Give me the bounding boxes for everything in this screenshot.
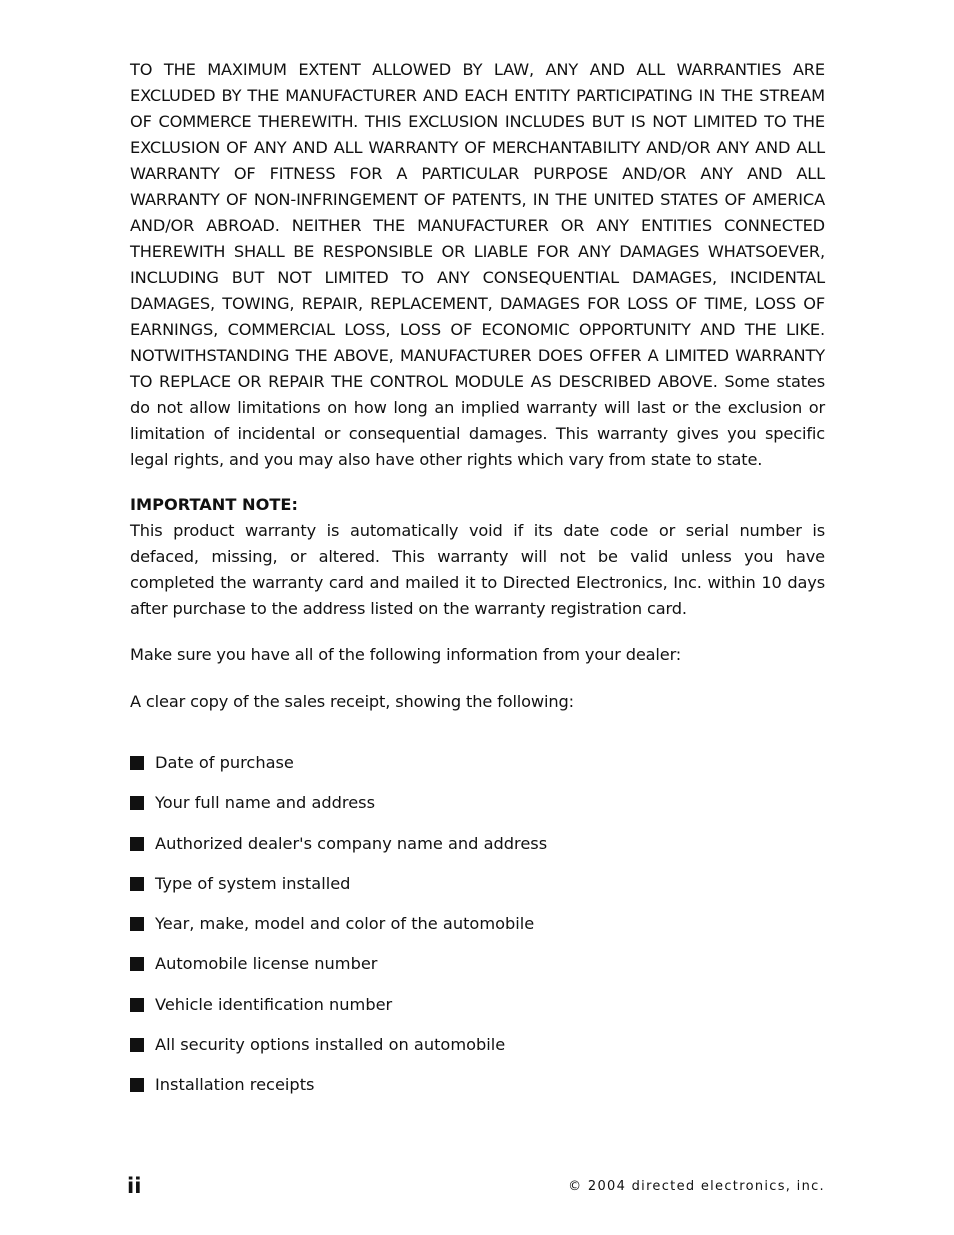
square-bullet-icon [130,998,144,1012]
list-item [130,1072,825,1098]
list-item-label: Year, make, model and color of the automobile [155,914,535,934]
square-bullet-icon [130,1038,144,1052]
list-item [130,992,825,1018]
square-bullet-icon [130,877,144,891]
list-item-label: Authorized dealer's company name and address [155,833,548,853]
square-bullet-icon [130,917,144,931]
list-item [130,911,825,937]
dealer-info-text: Make sure you have all of the following information from your dealer: [130,645,682,664]
list-item [130,790,825,816]
square-bullet-icon [130,756,144,770]
list-item [130,951,825,977]
list-item [130,871,825,897]
square-bullet-icon [130,837,144,851]
square-bullet-icon [130,957,144,971]
page-number: ii [127,1174,142,1198]
page-content [130,57,825,1113]
receipt-intro-text: A clear copy of the sales receipt, showing the following: [130,692,574,711]
square-bullet-icon [130,796,144,810]
warranty-exclusion-paragraph: TO THE MAXIMUM EXTENT ALLOWED BY LAW, ANY AND ALL WARRANTIES ARE EXCLUDED BY THE MANUFACTURER AND EACH ENTITY PARTICIPATING IN THE STREAM OF COMMERCE THEREWITH. THIS EXCLUSION INCLUDES BUT IS NOT LIMITED TO THE EXCLUSION OF ANY AND ALL WARRANTY OF MERCHANTABILITY AND/OR ANY AND ALL WARRANTY OF FITNESS FOR A PARTICULAR PURPOSE AND/OR ANY AND ALL WARRANTY OF NON-INFRINGEMENT OF PATENTS, IN THE UNITED STATES OF AMERICA AND/OR ABROAD. NEITHER THE MANUFACTURER OR ANY ENTITIES CONNECTED THEREWITH SHALL BE RESPONSIBLE OR LIABLE FOR ANY DAMAGES WHATSOEVER, INCLUDING BUT NOT LIMITED TO ANY CONSEQUENTIAL DAMAGES, INCIDENTAL DAMAGES, TOWING, REPAIR, REPLACEMENT, DAMAGES FOR LOSS OF TIME, LOSS OF EARNINGS, COMMERCIAL LOSS, LOSS OF ECONOMIC OPPORTUNITY AND THE LIKE. NOTWITHSTANDING THE ABOVE, MANUFACTURER DOES OFFER A LIMITED WARRANTY TO REPLACE OR REPAIR THE CONTROL MODULE AS DESCRIBED ABOVE. Some states do not allow limitations on how long an implied warranty will last or the exclusion or limitation of incidental or consequential damages. This warranty gives you specific legal rights, and you may also have other rights which vary from state to state. [130,60,825,469]
list-item-label: Date of purchase [155,753,294,772]
copyright-notice: © 2004 directed electronics, inc. [568,1179,825,1194]
list-item-label: Your full name and address [155,793,376,813]
list-item-label: Vehicle identification number [155,994,393,1014]
list-item-label: Installation receipts [155,1075,315,1095]
square-bullet-icon [130,1078,144,1092]
list-item-label: All security options installed on automobile [155,1035,506,1055]
important-note-heading: IMPORTANT NOTE: [130,495,298,514]
list-item [130,831,825,857]
list-item-label: Type of system installed [155,873,351,893]
list-item [130,1032,825,1058]
important-note-text: This product warranty is automatically void if its date code or serial number is defaced, missing, or altered. This warranty will not be valid unless you have completed the warranty card and mailed it to Directed Electronics, Inc. within 10 days after purchase to the address listed on the warranty registration card. [130,521,825,618]
receipt-requirements-list [130,750,825,1098]
list-item-label: Automobile license number [155,954,378,974]
list-item [130,750,825,776]
